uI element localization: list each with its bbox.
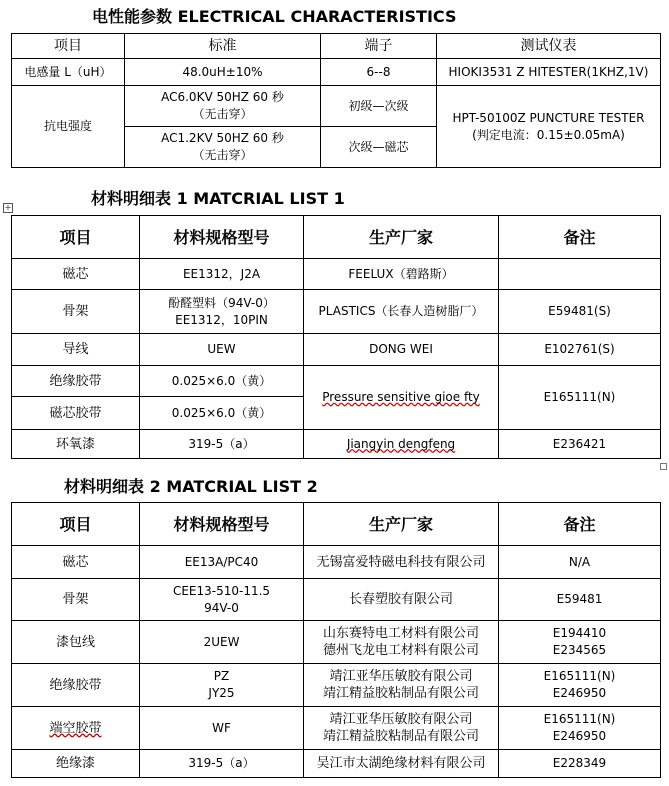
header-spec: 材料规格型号 — [140, 216, 304, 259]
table-row — [12, 579, 661, 621]
cell-item: 绝缘胶带 — [12, 366, 140, 397]
item-text: 端空胶带 — [49, 720, 102, 736]
maker-line2: 靖江精益胶粘制品有限公司 — [322, 729, 479, 744]
cell-maker: 无锡富爱特磁电科技有限公司 — [304, 546, 499, 579]
maker-text: Pressure sensitive gioe fty — [322, 390, 480, 404]
section3-title: 材料明细表 2 MATCRIAL LIST 2 — [64, 477, 318, 496]
spec-line1: CEE13-510-11.5 — [172, 583, 271, 598]
header-note: 备注 — [499, 216, 661, 259]
cell-note — [499, 707, 661, 750]
cell-maker — [304, 664, 499, 707]
hipot-terminal-2: 次级—磁芯 — [321, 127, 437, 168]
cell-item: 磁芯 — [12, 546, 140, 579]
note-line2: E246950 — [552, 729, 607, 743]
note-line1: E165111(N) — [543, 712, 616, 726]
note-line1: E194410 — [552, 626, 607, 640]
cell-item — [12, 707, 140, 750]
table-move-handle-icon[interactable]: + — [4, 203, 12, 212]
table-row — [12, 430, 661, 459]
table-row — [12, 707, 661, 750]
cell-spec: WF — [140, 707, 304, 750]
maker-line1: 靖江亚华压敏胶有限公司 — [329, 669, 473, 684]
cell-item: 环氧漆 — [12, 430, 140, 459]
cell-spec: 0.025×6.0（黄） — [140, 397, 304, 430]
header-item: 项目 — [12, 216, 140, 259]
table-resize-handle[interactable] — [660, 463, 667, 470]
cell-note: E59481(S) — [499, 290, 661, 334]
cell-note — [499, 621, 661, 664]
table-row — [12, 750, 661, 778]
cell-item: 磁芯胶带 — [12, 397, 140, 430]
hipot-instrument — [437, 86, 661, 168]
cell-spec — [140, 290, 304, 334]
table-row — [12, 290, 661, 334]
spec-line1: PZ — [213, 669, 230, 683]
hipot-item: 抗电强度 — [12, 86, 125, 168]
inductance-label: 电感量 L（uH） — [24, 64, 112, 79]
header-instrument: 测试仪表 — [437, 34, 661, 59]
cell-note: E165111(N) — [499, 366, 661, 430]
note-line1: E165111(N) — [543, 669, 616, 683]
maker-line1: 靖江亚华压敏胶有限公司 — [329, 712, 473, 727]
header-item: 项目 — [12, 34, 125, 59]
hipot-instr-line1: HPT-50100Z PUNCTURE TESTER — [452, 110, 645, 125]
maker-line1: 山东赛特电工材料有限公司 — [322, 626, 479, 641]
maker-text: Jiangyin dengfeng — [346, 436, 456, 451]
cell-maker — [304, 621, 499, 664]
cell-item: 导线 — [12, 334, 140, 366]
inductance-item — [12, 59, 125, 86]
cell-spec: 319-5（a） — [140, 750, 304, 778]
table-row — [12, 334, 661, 366]
header-terminal: 端子 — [321, 34, 437, 59]
hipot-std1-line1: AC6.0KV 50HZ 60 秒 — [161, 90, 284, 104]
section1-title: 电性能参数 ELECTRICAL CHARACTERISTICS — [92, 7, 457, 26]
hipot-std1-line2: （无击穿） — [192, 107, 253, 121]
cell-maker — [304, 430, 499, 459]
header-spec: 材料规格型号 — [140, 503, 304, 546]
table-header-row — [12, 216, 661, 259]
cell-spec: 2UEW — [140, 621, 304, 664]
header-note: 备注 — [499, 503, 661, 546]
spec-line1: 酚醛塑料（94V-0） — [168, 295, 275, 310]
table-row — [12, 664, 661, 707]
spec-line2: EE1312，10PIN — [175, 312, 268, 327]
table-row — [12, 366, 661, 397]
cell-item: 骨架 — [12, 579, 140, 621]
table-header-row — [12, 503, 661, 546]
cell-note: E59481 — [499, 579, 661, 621]
hipot-standard-2 — [125, 127, 321, 168]
cell-item: 绝缘胶带 — [12, 664, 140, 707]
table-row — [12, 59, 661, 86]
cell-note: E236421 — [499, 430, 661, 459]
cell-maker: 长春塑胶有限公司 — [304, 579, 499, 621]
section2-title: 材料明细表 1 MATCRIAL LIST 1 — [91, 189, 345, 208]
cell-maker — [304, 707, 499, 750]
cell-item: 磁芯 — [12, 259, 140, 290]
cell-maker: DONG WEI — [304, 334, 499, 366]
inductance-standard: 48.0uH±10% — [125, 59, 321, 86]
maker-line2: 德州飞龙电工材料有限公司 — [322, 643, 479, 658]
inductance-instrument: HIOKI3531 Z HITESTER(1KHZ,1V) — [437, 59, 661, 86]
cell-note: E102761(S) — [499, 334, 661, 366]
hipot-instr-line2: (判定电流：0.15±0.05mA) — [472, 127, 625, 142]
header-standard: 标准 — [125, 34, 321, 59]
cell-item: 漆包线 — [12, 621, 140, 664]
note-line2: E234565 — [552, 643, 607, 657]
hipot-terminal-1: 初级—次级 — [321, 86, 437, 127]
cell-note: N/A — [499, 546, 661, 579]
cell-maker — [304, 366, 499, 430]
cell-spec — [140, 664, 304, 707]
cell-note — [499, 664, 661, 707]
note-line2: E246950 — [552, 686, 607, 700]
cell-spec: EE1312，J2A — [140, 259, 304, 290]
cell-maker: 吴江市太湖绝缘材料有限公司 — [304, 750, 499, 778]
material-list-1-table — [11, 215, 661, 459]
spec-line2: JY25 — [208, 686, 235, 700]
hipot-std2-line1: AC1.2KV 50HZ 60 秒 — [161, 131, 284, 145]
table-row — [12, 86, 661, 127]
cell-spec: 0.025×6.0（黄） — [140, 366, 304, 397]
hipot-std2-line2: （无击穿） — [192, 148, 253, 162]
spec-line2: 94V-0 — [204, 600, 239, 615]
header-item: 项目 — [12, 503, 140, 546]
header-maker: 生产厂家 — [304, 216, 499, 259]
header-maker: 生产厂家 — [304, 503, 499, 546]
table-row — [12, 259, 661, 290]
cell-maker: PLASTICS（长春人造树脂厂） — [304, 290, 499, 334]
cell-maker: FEELUX（碧路斯） — [304, 259, 499, 290]
cell-spec: EE13A/PC40 — [140, 546, 304, 579]
table-row — [12, 621, 661, 664]
inductance-terminal: 6--8 — [321, 59, 437, 86]
cell-item: 骨架 — [12, 290, 140, 334]
material-list-2-table — [11, 502, 661, 778]
cell-spec: 319-5（a） — [140, 430, 304, 459]
cell-spec — [140, 579, 304, 621]
table-row — [12, 546, 661, 579]
cell-spec: UEW — [140, 334, 304, 366]
cell-note: E228349 — [499, 750, 661, 778]
cell-item: 绝缘漆 — [12, 750, 140, 778]
hipot-standard-1 — [125, 86, 321, 127]
electrical-table — [11, 33, 661, 168]
maker-line2: 靖江精益胶粘制品有限公司 — [322, 686, 479, 701]
table-header-row — [12, 34, 661, 59]
cell-note — [499, 259, 661, 290]
